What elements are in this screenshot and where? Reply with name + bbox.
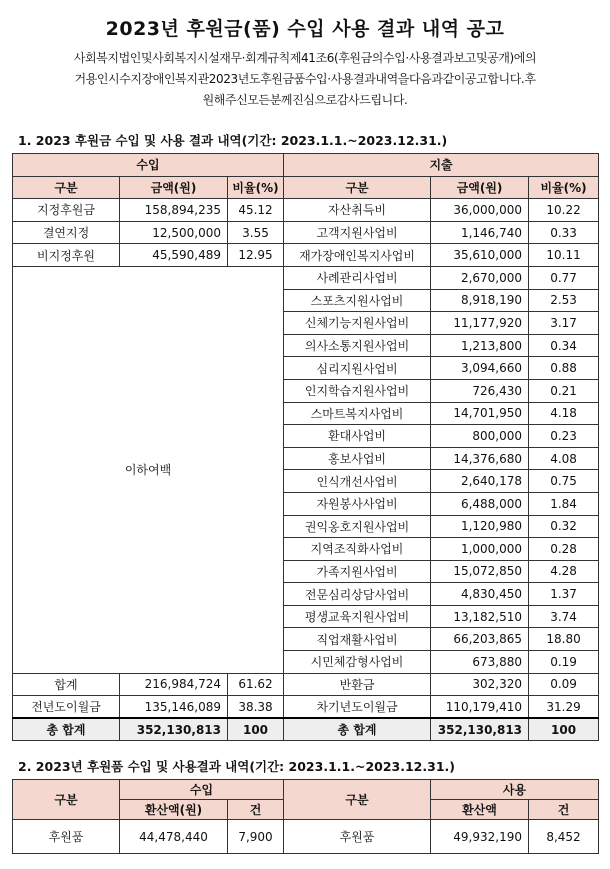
next-carryover-label: 차기년도이월금 bbox=[284, 696, 431, 719]
table-row bbox=[13, 820, 599, 854]
expense-ratio: 1.84 bbox=[529, 492, 599, 515]
subtotal-row bbox=[13, 673, 599, 696]
col-header-count: 건 bbox=[529, 800, 599, 820]
donation-income-expense-table bbox=[12, 153, 599, 741]
expense-amount: 800,000 bbox=[431, 425, 529, 448]
expense-label: 사례관리사업비 bbox=[284, 266, 431, 289]
col-header-category: 구분 bbox=[284, 780, 431, 820]
expense-amount: 2,640,178 bbox=[431, 470, 529, 493]
refund-ratio: 0.09 bbox=[529, 673, 599, 696]
expense-total-label: 총 합계 bbox=[284, 718, 431, 741]
intro-line: 거용인시수지장애인복지관2023년도후원금품수입·사용결과내역을다음과같이공고합니다.후 bbox=[74, 72, 536, 86]
expense-ratio: 0.23 bbox=[529, 425, 599, 448]
expense-label: 직업재활사업비 bbox=[284, 628, 431, 651]
expense-ratio: 0.77 bbox=[529, 266, 599, 289]
expense-amount: 3,094,660 bbox=[431, 357, 529, 380]
expense-amount: 13,182,510 bbox=[431, 605, 529, 628]
next-carryover-ratio: 31.29 bbox=[529, 696, 599, 719]
income-total-label: 총 합계 bbox=[13, 718, 120, 741]
expense-label: 가족지원사업비 bbox=[284, 560, 431, 583]
income-ratio: 45.12 bbox=[228, 199, 284, 222]
carryover-row bbox=[13, 696, 599, 719]
income-total-amount: 352,130,813 bbox=[120, 718, 228, 741]
goods-usage-label: 후원품 bbox=[284, 820, 431, 854]
goods-usage-header: 사용 bbox=[431, 780, 599, 800]
income-total-ratio: 100 bbox=[228, 718, 284, 741]
income-label: 결연지정 bbox=[13, 221, 120, 244]
expense-amount: 14,376,680 bbox=[431, 447, 529, 470]
expense-label: 심리지원사업비 bbox=[284, 357, 431, 380]
income-ratio: 12.95 bbox=[228, 244, 284, 267]
expense-label: 전문심리상담사업비 bbox=[284, 583, 431, 606]
expense-amount: 36,000,000 bbox=[431, 199, 529, 222]
intro-line: 원해주신모든분께진심으로감사드립니다. bbox=[202, 93, 408, 107]
expense-amount: 1,120,980 bbox=[431, 515, 529, 538]
goods-usage-value: 49,932,190 bbox=[431, 820, 529, 854]
expense-label: 환대사업비 bbox=[284, 425, 431, 448]
expense-amount: 14,701,950 bbox=[431, 402, 529, 425]
expense-label: 권익옹호지원사업비 bbox=[284, 515, 431, 538]
expense-total-ratio: 100 bbox=[529, 718, 599, 741]
expense-label: 홍보사업비 bbox=[284, 447, 431, 470]
donated-goods-table bbox=[12, 779, 599, 854]
prior-carryover-ratio: 38.38 bbox=[228, 696, 284, 719]
expense-amount: 1,213,800 bbox=[431, 334, 529, 357]
expense-label: 신체기능지원사업비 bbox=[284, 312, 431, 335]
expense-ratio: 3.74 bbox=[529, 605, 599, 628]
expense-ratio: 0.19 bbox=[529, 651, 599, 674]
col-header-ratio: 비율(%) bbox=[228, 176, 284, 199]
expense-label: 스마트복지사업비 bbox=[284, 402, 431, 425]
expense-amount: 1,146,740 bbox=[431, 221, 529, 244]
goods-usage-count: 8,452 bbox=[529, 820, 599, 854]
expense-amount: 4,830,450 bbox=[431, 583, 529, 606]
expense-ratio: 0.33 bbox=[529, 221, 599, 244]
expense-ratio: 4.18 bbox=[529, 402, 599, 425]
table-row bbox=[13, 266, 599, 289]
expense-ratio: 10.11 bbox=[529, 244, 599, 267]
section1-heading: 1. 2023 후원금 수입 및 사용 결과 내역(기간: 2023.1.1.~2023.12.31.) bbox=[18, 133, 448, 148]
goods-income-label: 후원품 bbox=[13, 820, 120, 854]
expense-label: 고객지원사업비 bbox=[284, 221, 431, 244]
expense-ratio: 10.22 bbox=[529, 199, 599, 222]
expense-label: 자원봉사사업비 bbox=[284, 492, 431, 515]
goods-income-count: 7,900 bbox=[228, 820, 284, 854]
expense-ratio: 0.34 bbox=[529, 334, 599, 357]
expense-amount: 66,203,865 bbox=[431, 628, 529, 651]
expense-label: 시민체감형사업비 bbox=[284, 651, 431, 674]
prior-carryover-label: 전년도이월금 bbox=[13, 696, 120, 719]
col-header-value: 환산액 bbox=[431, 800, 529, 820]
expense-amount: 1,000,000 bbox=[431, 538, 529, 561]
expense-amount: 8,918,190 bbox=[431, 289, 529, 312]
income-header: 수입 bbox=[13, 154, 284, 177]
col-header-amount: 금액(원) bbox=[120, 176, 228, 199]
expense-ratio: 0.88 bbox=[529, 357, 599, 380]
expense-label: 인지학습지원사업비 bbox=[284, 379, 431, 402]
col-header-category: 구분 bbox=[13, 780, 120, 820]
income-subtotal-label: 합계 bbox=[13, 673, 120, 696]
expense-label: 재가장애인복지사업비 bbox=[284, 244, 431, 267]
intro-line: 사회복지법인및사회복지시설재무·회계규칙제41조6(후원금의수입·사용결과보고및공개)에의 bbox=[73, 51, 537, 65]
expense-label: 평생교육지원사업비 bbox=[284, 605, 431, 628]
expense-ratio: 18.80 bbox=[529, 628, 599, 651]
expense-ratio: 2.53 bbox=[529, 289, 599, 312]
income-label: 비지정후원 bbox=[13, 244, 120, 267]
col-header-ratio: 비율(%) bbox=[529, 176, 599, 199]
section2-heading: 2. 2023년 후원품 수입 및 사용결과 내역(기간: 2023.1.1.~2023.12.31.) bbox=[18, 759, 455, 774]
expense-amount: 6,488,000 bbox=[431, 492, 529, 515]
col-header-category: 구분 bbox=[284, 176, 431, 199]
expense-amount: 35,610,000 bbox=[431, 244, 529, 267]
refund-label: 반환금 bbox=[284, 673, 431, 696]
prior-carryover-amount: 135,146,089 bbox=[120, 696, 228, 719]
income-amount: 12,500,000 bbox=[120, 221, 228, 244]
goods-income-value: 44,478,440 bbox=[120, 820, 228, 854]
page-title: 2023년 후원금(품) 수입 사용 결과 내역 공고 bbox=[105, 18, 505, 40]
income-subtotal-amount: 216,984,724 bbox=[120, 673, 228, 696]
expense-label: 의사소통지원사업비 bbox=[284, 334, 431, 357]
col-header-amount: 금액(원) bbox=[431, 176, 529, 199]
income-amount: 45,590,489 bbox=[120, 244, 228, 267]
expense-label: 인식개선사업비 bbox=[284, 470, 431, 493]
expense-amount: 15,072,850 bbox=[431, 560, 529, 583]
next-carryover-amount: 110,179,410 bbox=[431, 696, 529, 719]
income-amount: 158,894,235 bbox=[120, 199, 228, 222]
expense-ratio: 0.75 bbox=[529, 470, 599, 493]
refund-amount: 302,320 bbox=[431, 673, 529, 696]
income-subtotal-ratio: 61.62 bbox=[228, 673, 284, 696]
expense-label: 스포츠지원사업비 bbox=[284, 289, 431, 312]
col-header-value: 환산액(원) bbox=[120, 800, 228, 820]
col-header-category: 구분 bbox=[13, 176, 120, 199]
expense-amount: 11,177,920 bbox=[431, 312, 529, 335]
table-row bbox=[13, 244, 599, 267]
expense-amount: 726,430 bbox=[431, 379, 529, 402]
intro-paragraph bbox=[14, 48, 596, 111]
expense-label: 자산취득비 bbox=[284, 199, 431, 222]
expense-ratio: 4.08 bbox=[529, 447, 599, 470]
blank-remainder-note: 이하여백 bbox=[13, 266, 284, 673]
expense-ratio: 0.21 bbox=[529, 379, 599, 402]
expense-ratio: 4.28 bbox=[529, 560, 599, 583]
table-row bbox=[13, 199, 599, 222]
grand-total-row bbox=[13, 718, 599, 741]
expense-ratio: 1.37 bbox=[529, 583, 599, 606]
income-ratio: 3.55 bbox=[228, 221, 284, 244]
goods-income-header: 수입 bbox=[120, 780, 284, 800]
income-label: 지정후원금 bbox=[13, 199, 120, 222]
expense-label: 지역조직화사업비 bbox=[284, 538, 431, 561]
col-header-count: 건 bbox=[228, 800, 284, 820]
table-row bbox=[13, 221, 599, 244]
expense-ratio: 3.17 bbox=[529, 312, 599, 335]
expense-amount: 673,880 bbox=[431, 651, 529, 674]
expense-ratio: 0.32 bbox=[529, 515, 599, 538]
expense-amount: 2,670,000 bbox=[431, 266, 529, 289]
expense-total-amount: 352,130,813 bbox=[431, 718, 529, 741]
expense-header: 지출 bbox=[284, 154, 599, 177]
expense-ratio: 0.28 bbox=[529, 538, 599, 561]
